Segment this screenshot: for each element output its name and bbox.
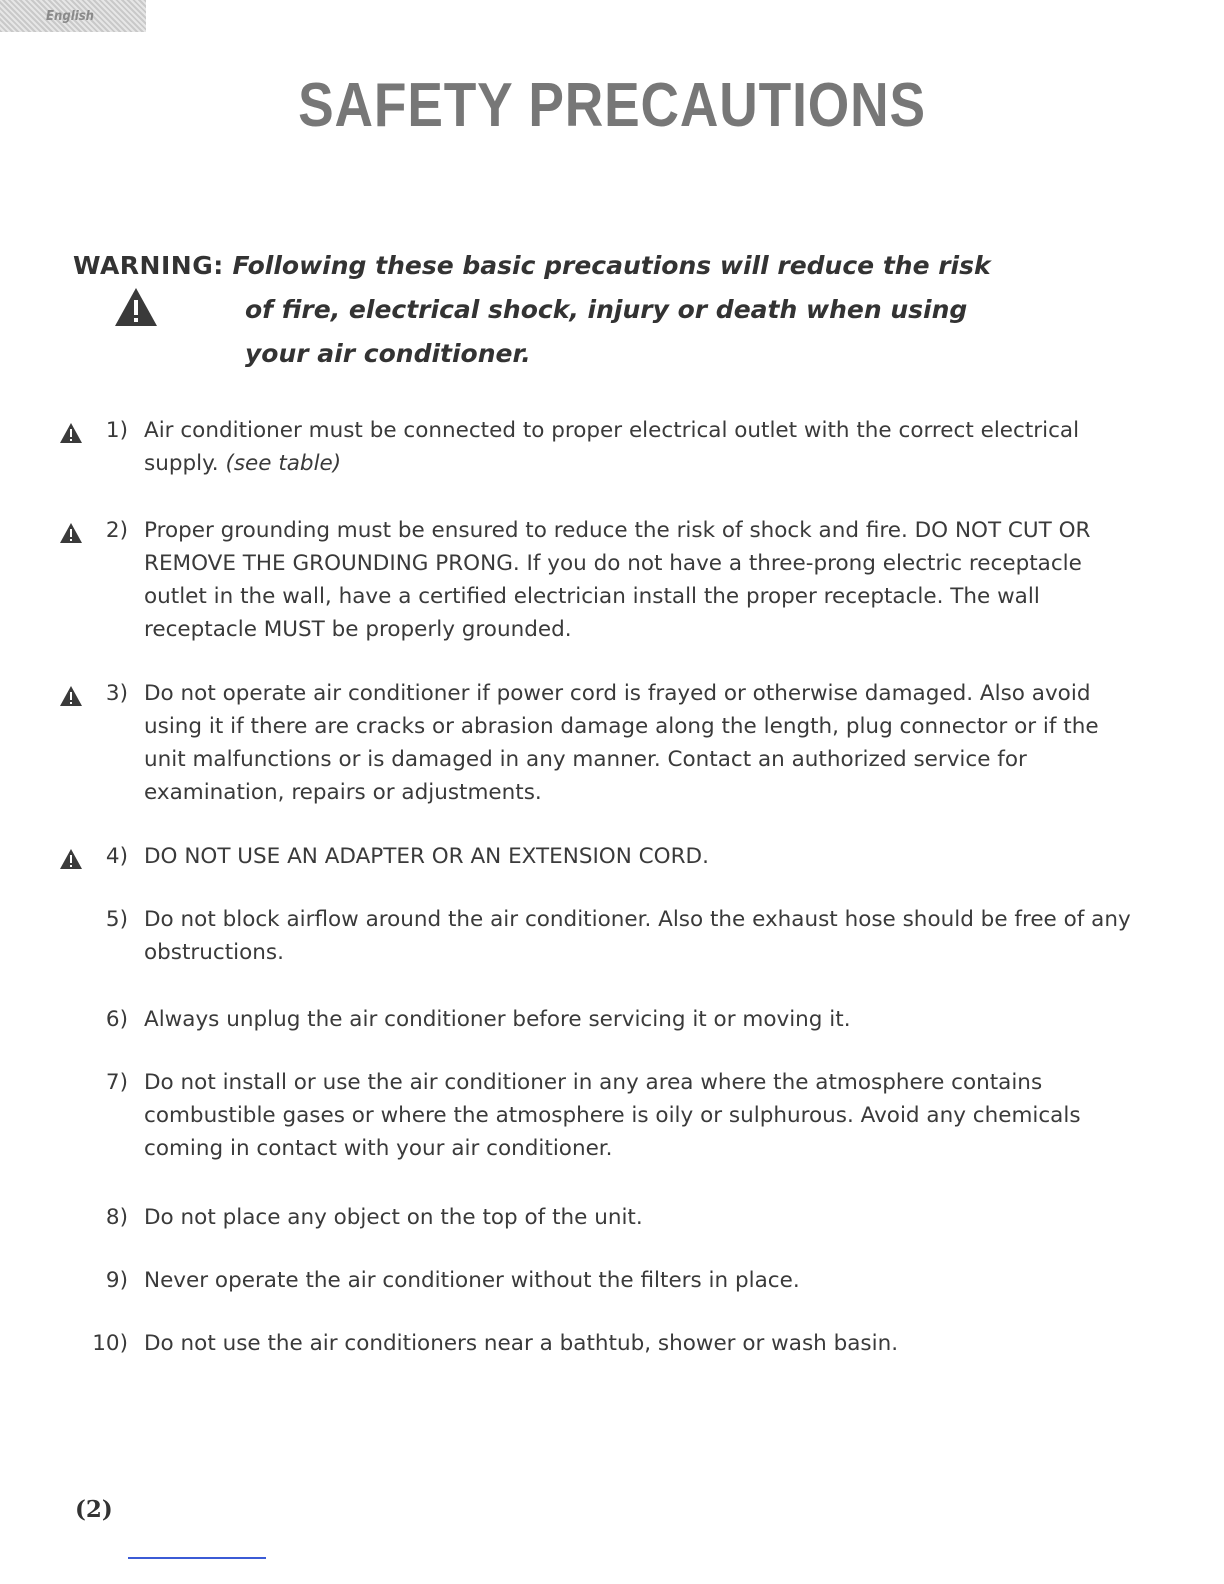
item-text-body: Always unplug the air conditioner before servicing it or moving it. bbox=[144, 1007, 851, 1032]
item-number: 9) bbox=[105, 1268, 128, 1293]
warning-label: WARNING: bbox=[73, 251, 224, 280]
item-number: 4) bbox=[105, 844, 128, 869]
warning-text-line-3: your air conditioner. bbox=[245, 339, 531, 368]
warning-text-line-2: of fire, electrical shock, injury or death when using bbox=[245, 295, 968, 324]
item-text bbox=[144, 414, 1144, 480]
item-text bbox=[144, 677, 1144, 809]
item-text-body: Do not use the air conditioners near a bathtub, shower or wash basin. bbox=[144, 1331, 899, 1356]
item-number: 10) bbox=[92, 1331, 128, 1356]
item-text bbox=[144, 1066, 1144, 1165]
item-text-body: Air conditioner must be connected to proper electrical outlet with the correct electrical supply. bbox=[144, 418, 1080, 476]
item-text bbox=[144, 1003, 1144, 1036]
language-tab: English bbox=[0, 0, 146, 32]
item-text-body: Do not place any object on the top of the unit. bbox=[144, 1205, 643, 1230]
warning-block bbox=[73, 244, 1153, 376]
item-text bbox=[144, 1264, 1144, 1297]
item-note: (see table) bbox=[225, 451, 342, 476]
item-number: 3) bbox=[105, 681, 128, 706]
item-number: 7) bbox=[105, 1070, 128, 1095]
item-text-body: Never operate the air conditioner without the filters in place. bbox=[144, 1268, 800, 1293]
warning-text-line-1: Following these basic precautions will reduce the risk bbox=[232, 251, 991, 280]
item-text-body: Do not operate air conditioner if power cord is frayed or otherwise damaged. Also avoid using it if there are cracks or abrasion damage along the length, plug connector or if the unit malfunctions or is damaged in any manner. Contact an authorized service for examination, repairs or adjustments. bbox=[144, 681, 1099, 805]
page-number: (2) bbox=[75, 1496, 113, 1523]
footer-rule bbox=[128, 1557, 266, 1559]
item-number: 5) bbox=[105, 907, 128, 932]
page-title: SAFETY PRECAUTIONS bbox=[298, 71, 926, 140]
item-text bbox=[144, 840, 1144, 873]
item-text-body: Do not block airflow around the air conditioner. Also the exhaust hose should be free of any obstructions. bbox=[144, 907, 1131, 965]
item-text bbox=[144, 1201, 1144, 1234]
item-text-body: Do not install or use the air conditioner in any area where the atmosphere contains combustible gases or where the atmosphere is oily or sulphurous. Avoid any chemicals coming in contact with your air conditioner. bbox=[144, 1070, 1081, 1161]
item-number: 8) bbox=[105, 1205, 128, 1230]
item-text bbox=[144, 1327, 1144, 1360]
item-text-body: DO NOT USE AN ADAPTER OR AN EXTENSION CORD. bbox=[144, 844, 709, 869]
item-text bbox=[144, 514, 1144, 646]
item-text bbox=[144, 903, 1144, 969]
item-text-body: Proper grounding must be ensured to reduce the risk of shock and fire. DO NOT CUT OR REMOVE THE GROUNDING PRONG. If you do not have a three-prong electric receptacle outlet in the wall, have a certified electrician install the proper receptacle. The wall receptacle MUST be properly grounded. bbox=[144, 518, 1091, 642]
item-number: 2) bbox=[105, 518, 128, 543]
item-number: 6) bbox=[105, 1007, 128, 1032]
item-number: 1) bbox=[105, 418, 128, 443]
